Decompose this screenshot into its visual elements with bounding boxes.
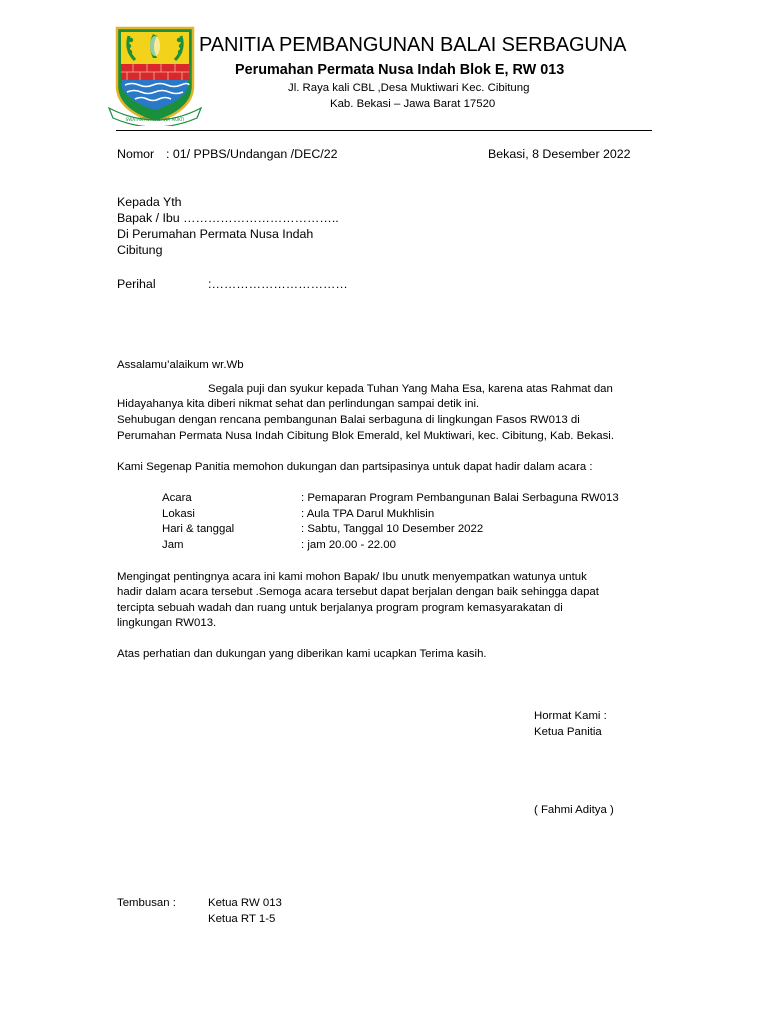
addressee-line: Cibitung xyxy=(117,243,163,257)
cc-label: Tembusan : xyxy=(117,897,176,909)
event-value-jam: : jam 20.00 - 22.00 xyxy=(301,539,396,551)
paragraph-line: Hidayahanya kita diberi nikmat sehat dan perlindungan sampai detik ini. xyxy=(117,398,480,410)
addressee-line: Di Perumahan Permata Nusa Indah xyxy=(117,227,314,241)
cc-item: Ketua RT 1-5 xyxy=(208,913,276,925)
event-value-hari-tanggal: : Sabtu, Tanggal 10 Desember 2022 xyxy=(301,523,484,535)
subject-value: :…………………………… xyxy=(208,277,348,291)
addressee-line: Kepada Yth xyxy=(117,195,182,209)
subject-label: Perihal xyxy=(117,277,156,291)
cc-item: Ketua RW 013 xyxy=(208,897,282,909)
letterhead-address-line2: Kab. Bekasi – Jawa Barat 17520 xyxy=(330,98,496,110)
letter-date: Bekasi, 8 Desember 2022 xyxy=(488,147,631,161)
paragraph-line: Perumahan Permata Nusa Indah Cibitung Blok Emerald, kel Muktiwari, kec. Cibitung, Kab. Bekasi. xyxy=(117,430,614,442)
signature-closing: Hormat Kami : xyxy=(534,710,607,722)
letterhead-subtitle: Perumahan Permata Nusa Indah Blok E, RW 013 xyxy=(235,62,565,78)
signature-title: Ketua Panitia xyxy=(534,726,602,738)
event-value-lokasi: : Aula TPA Darul Mukhlisin xyxy=(301,508,435,520)
paragraph-line: Sehubugan dengan rencana pembangunan Balai serbaguna di lingkungan Fasos RW013 di xyxy=(117,414,580,426)
letter-number-label: Nomor xyxy=(117,147,155,161)
event-label-lokasi: Lokasi xyxy=(162,508,195,520)
letterhead-divider xyxy=(116,130,652,131)
paragraph-line: lingkungan RW013. xyxy=(117,617,217,629)
letterhead-address-line1: Jl. Raya kali CBL ,Desa Muktiwari Kec. Cibitung xyxy=(288,82,530,94)
regency-logo xyxy=(107,24,203,126)
event-label-jam: Jam xyxy=(162,539,184,551)
letterhead-title: PANITIA PEMBANGUNAN BALAI SERBAGUNA xyxy=(199,34,627,56)
logo-motto: SWATANTRA WIBAWA MUKTI xyxy=(125,117,185,122)
paragraph-line: tercipta sebuah wadah dan ruang untuk berjalanya program program kemasyarakatan di xyxy=(117,602,563,614)
paragraph-line: Kami Segenap Panitia memohon dukungan dan partsipasinya untuk dapat hadir dalam acara : xyxy=(117,461,593,473)
signature-name: ( Fahmi Aditya ) xyxy=(534,804,614,816)
event-value-acara: : Pemaparan Program Pembangunan Balai Serbaguna RW013 xyxy=(301,492,619,504)
paragraph-line: Segala puji dan syukur kepada Tuhan Yang Maha Esa, karena atas Rahmat dan xyxy=(208,383,613,395)
addressee-line: Bapak / Ibu ……………………………….. xyxy=(117,211,339,225)
letter-number-value: : 01/ PPBS/Undangan /DEC/22 xyxy=(166,147,338,161)
event-label-hari-tanggal: Hari & tanggal xyxy=(162,523,235,535)
greeting: Assalamu’alaikum wr.Wb xyxy=(117,359,244,371)
paragraph-line: hadir dalam acara tersebut .Semoga acara tersebut dapat berjalan dengan baik sehingga dapat xyxy=(117,586,599,598)
closing-paragraph: Atas perhatian dan dukungan yang diberikan kami ucapkan Terima kasih. xyxy=(117,648,487,660)
paragraph-line: Mengingat pentingnya acara ini kami mohon Bapak/ Ibu unutk menyempatkan watunya untuk xyxy=(117,571,587,583)
event-label-acara: Acara xyxy=(162,492,192,504)
